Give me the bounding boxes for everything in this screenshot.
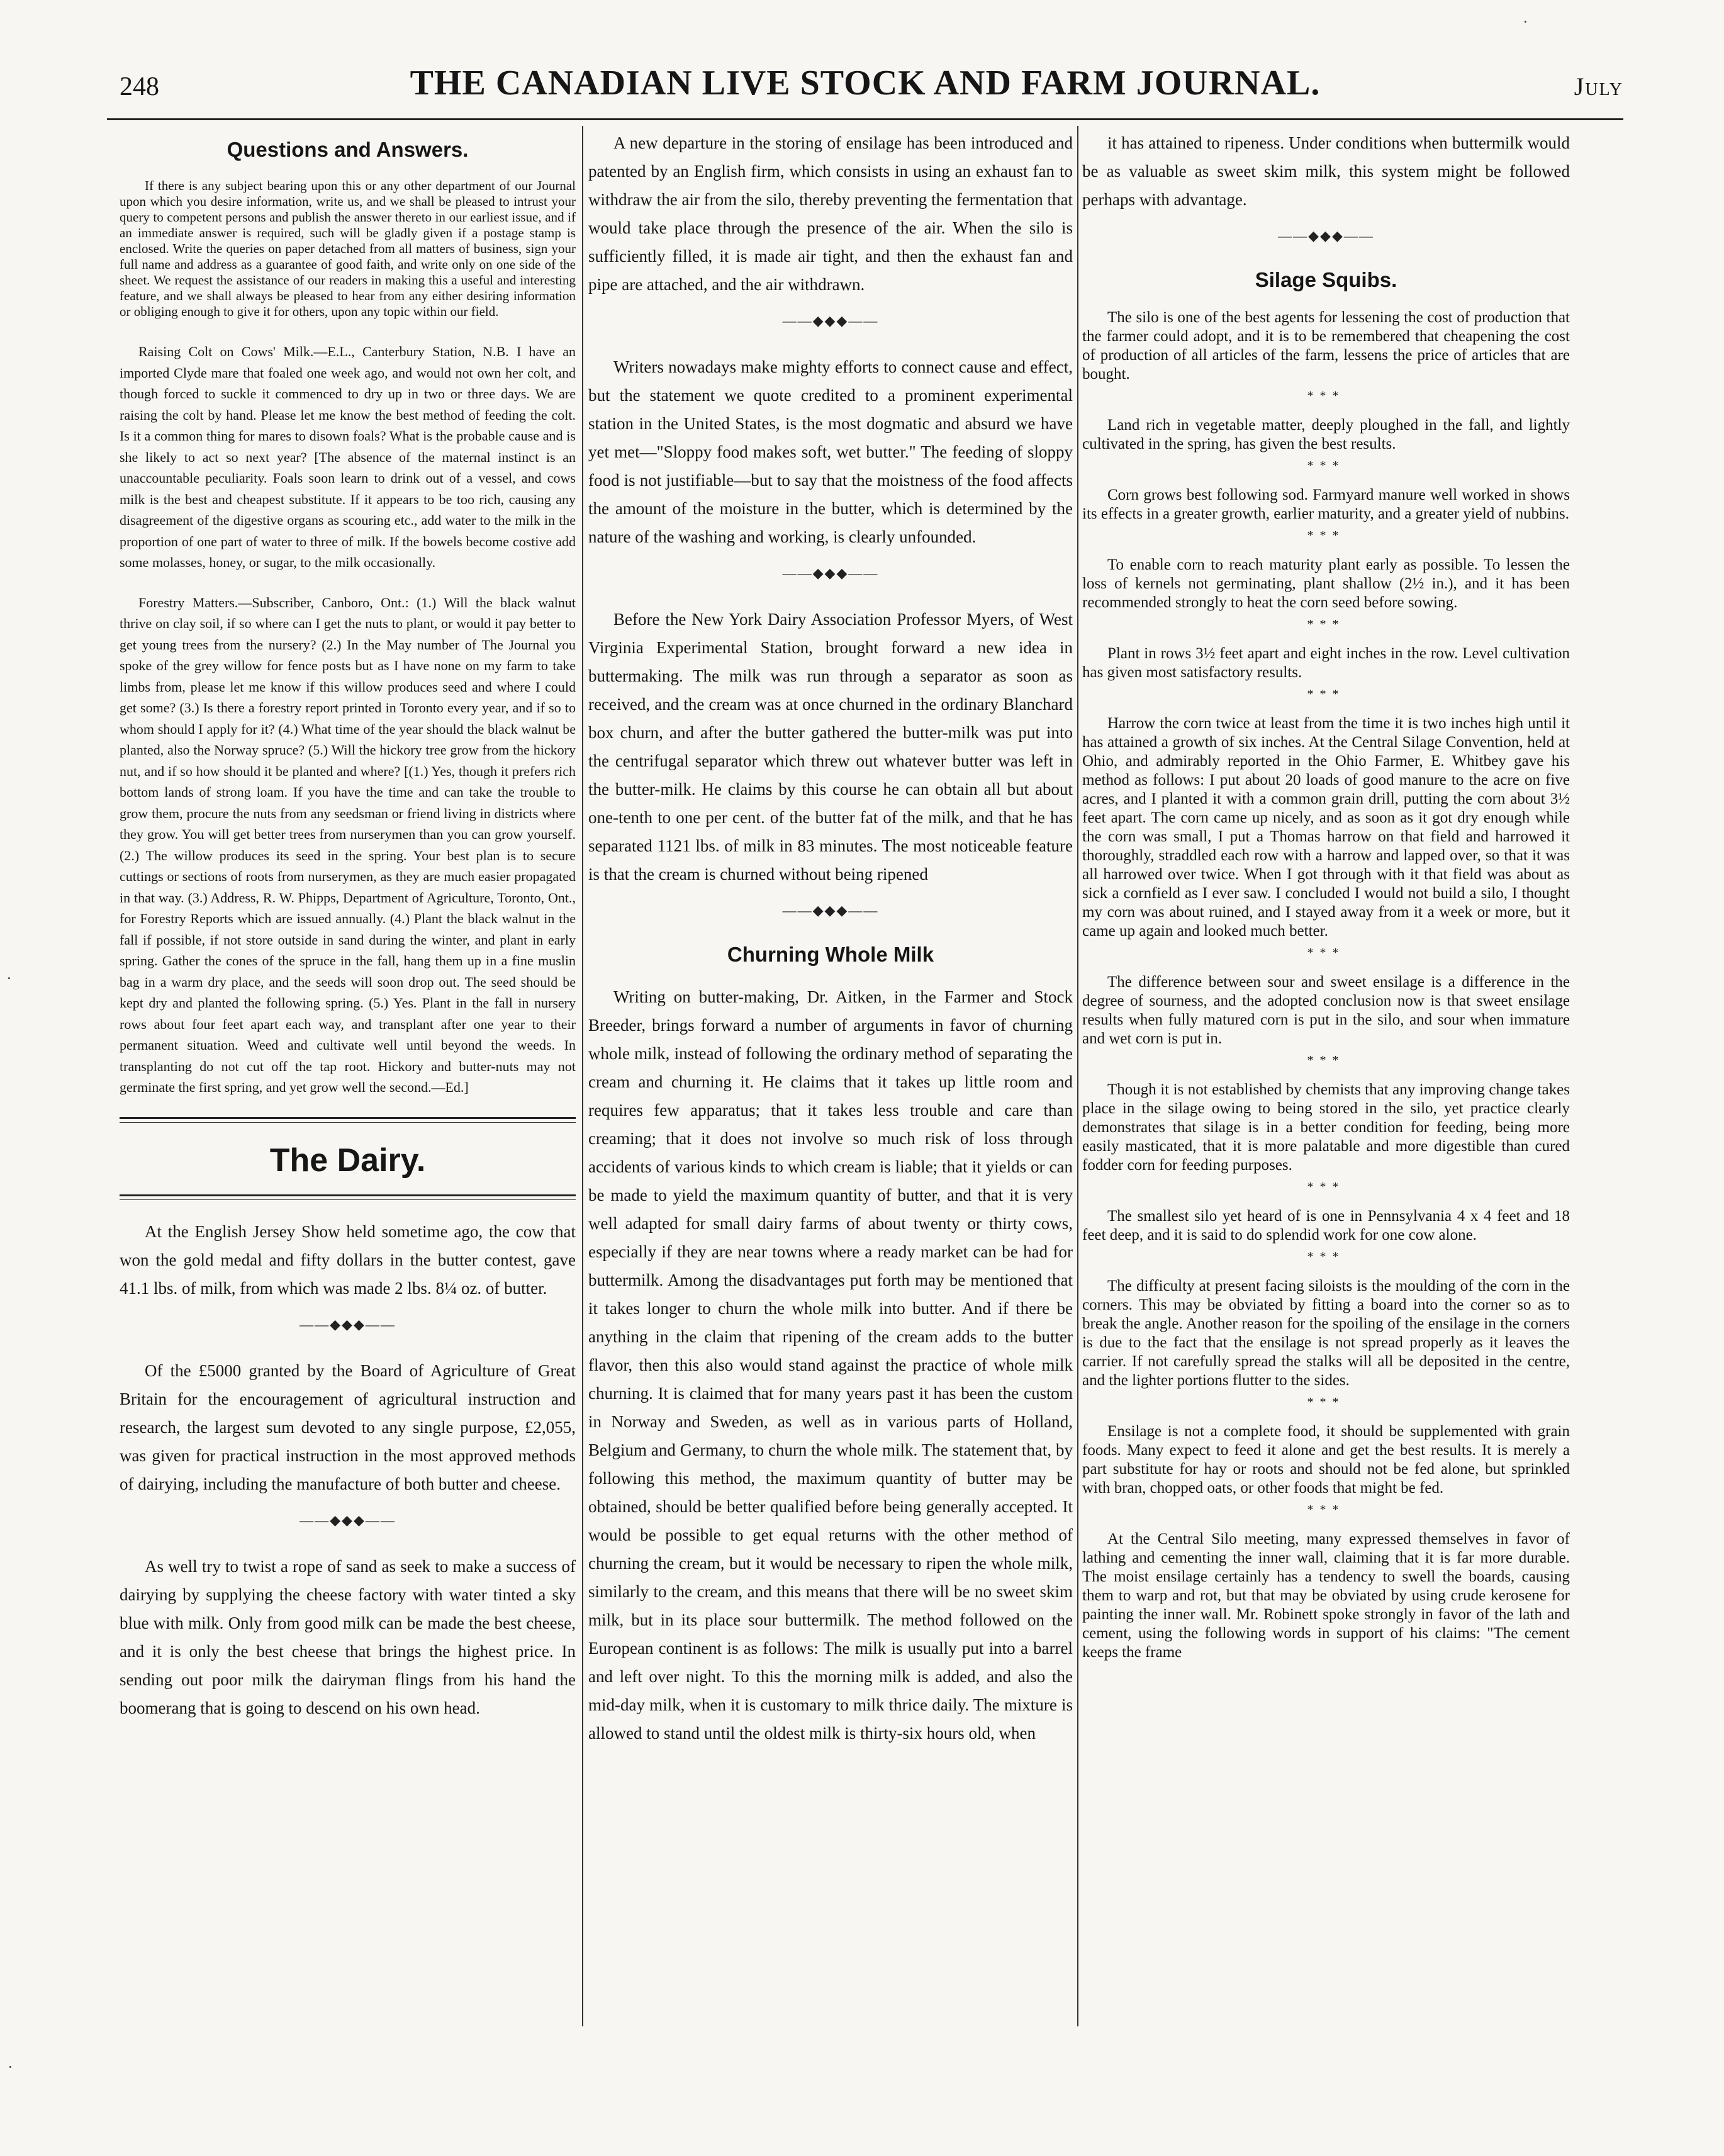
squib-item: Plant in rows 3½ feet apart and eight inches in the row. Level cultivation has given most satisfactory results. xyxy=(1082,645,1570,681)
star-divider: *** xyxy=(1307,1503,1345,1517)
section-rule-top xyxy=(120,1117,576,1123)
column-1 xyxy=(120,129,576,2048)
squib-item: The difference between sour and sweet ensilage is a difference in the degree of sourness, and the adopted conclusion now is that sweet ensilage results when fully matured corn is put in the silo, and sour when immature and wet corn is put in. xyxy=(1082,974,1570,1047)
squib-item: Corn grows best following sod. Farmyard manure well worked in shows its effects in a greater growth, earlier maturity, and a greater yield of nubbins. xyxy=(1082,486,1570,522)
squib-item: Though it is not established by chemists that any improving change takes place in the silage owing to being stored in the silo, yet practice clearly demonstrates that silage is in a better condition for feeding, being more easily masticated, that it is more palatable and more digestible than cured fodder corn for feeding purposes. xyxy=(1082,1081,1570,1174)
star-divider: *** xyxy=(1307,1395,1345,1409)
squib-item: Harrow the corn twice at least from the time it is two inches high until it has attained a growth of six inches. At the Central Silage Convention, held at Ohio, and admirably reported in the Ohio Farmer, E. Whitbey gave his method as follows: I put about 20 loads of good manure to the acre on five acres, and I planted it with a common grain drill, putting the corn about 3½ feet apart. The corn came up nicely, and as soon as it got dry enough while the corn was small, I put a Thomas harrow on that field and harrowed it thoroughly, straddled each row with a harrow and lapped over, so that it was all harrowed over twice. When I got through with it that field was about as sick a cornfield as I ever saw. I concluded I would not build a silo, I thought my corn was about ruined, and I stayed away from it a week or more, but it came up again and looked much better. xyxy=(1082,715,1570,940)
separator-ornament: ——◆◆◆—— xyxy=(1278,228,1374,244)
masthead xyxy=(107,63,1623,113)
journal-title: THE CANADIAN LIVE STOCK AND FARM JOURNAL. xyxy=(410,64,1321,103)
issue-month: July xyxy=(1574,72,1623,101)
column-divider-1 xyxy=(582,126,583,2026)
column-2 xyxy=(588,129,1073,2048)
ensilage-exhaust-fan: A new departure in the storing of ensilage has been introduced and patented by an English firm, which consists in using an exhaust fan to withdraw the air from the silo, thereby preventing the fermentation that would take place through the presence of the air. When the silo is sufficiently filled, it is made air tight, and then the exhaust fan and pipe are attached, and the air withdrawn. xyxy=(588,133,1073,294)
dairy-jersey-show: At the English Jersey Show held sometime ago, the cow that won the gold medal and fifty dollars in the butter contest, gave 41.1 lbs. of milk, from which was made 2 lbs. 8¼ oz. of butter. xyxy=(120,1221,576,1298)
page-number: 248 xyxy=(120,72,159,101)
separator-ornament: ——◆◆◆—— xyxy=(782,313,879,328)
star-divider: *** xyxy=(1307,459,1345,473)
questions-intro: If there is any subject bearing upon this or any other department of our Journal upon which you desire information, write us, and we shall be pleased to intrust your query to competent persons and publish the answer thereto in our earliest issue, and if an immediate answer is required, such will be gladly given if a postage stamp is enclosed. Write the queries on paper detached from all matters of business, sign your full name and address as a guarantee of good faith, and write only on one side of the sheet. We request the assistance of our readers in making this a useful and interesting feature, and we shall always be pleased to hear from any either desiring information or obliging enough to give it for others, upon any topic within our field. xyxy=(120,178,576,319)
scan-speck: · xyxy=(1523,13,1528,31)
squib-item: Land rich in vegetable matter, deeply ploughed in the fall, and lightly cultivated in the spring, has given the best results. xyxy=(1082,417,1570,452)
column-divider-2 xyxy=(1077,126,1078,2026)
scan-speck: · xyxy=(6,969,12,987)
squib-item: The difficulty at present facing siloists is the moulding of the corn in the corners. This may be obviated by fitting a board into the corner so as to break the angle. Another reason for the spoiling of the ensilage in the corners is due to the fact that the ensilage is not spread properly as it leaves the carrier. If not carefully spread the stalks will all be deposited in the centre, and the lighter portions flutter to the sides. xyxy=(1082,1277,1570,1389)
squib-item: Ensilage is not a complete food, it should be supplemented with grain foods. Many expect to feed it alone and get the best results. It is merely a part substitute for hay or roots and should not be fed alone, but sprinkled with bran, chopped oats, or other foods that might be fed. xyxy=(1082,1423,1570,1496)
star-divider: *** xyxy=(1307,617,1345,631)
squib-item: The silo is one of the best agents for lessening the cost of production that the farmer could adopt, and it is to be remembered that cheapening the cost of production of all articles of the farm, lessens the price of articles that are bought. xyxy=(1082,309,1570,383)
star-divider: *** xyxy=(1307,1180,1345,1194)
star-divider: *** xyxy=(1307,529,1345,542)
star-divider: *** xyxy=(1307,1250,1345,1264)
column-3 xyxy=(1082,129,1570,2048)
dairy-board-grant: Of the £5000 granted by the Board of Agriculture of Great Britain for the encouragement of agricultural instruction and research, the largest sum devoted to any single purpose, £2,055, was given for practical instruction in the most approved methods of dairying, including the manufacture of both butter and cheese. xyxy=(120,1361,576,1493)
squib-item: To enable corn to reach maturity plant early as possible. To lessen the loss of kernels not germinating, plant shallow (2½ in.), and it has been recommended strongly to heat the corn seed before sowing. xyxy=(1082,556,1570,611)
churning-whole-milk-article: Writing on butter-making, Dr. Aitken, in the Farmer and Stock Breeder, brings forward a number of arguments in favor of churning whole milk, instead of following the ordinary method of separating the cream and churning it. He claims that it takes up little room and requires few apparatus; that it takes less trouble and care than creaming; that it does not involve so much risk of loss through accidents of various kinds to which cream is liable; that it yields or can be made to yield the maximum quantity of butter, and that it is very well adapted for small dairy farms of about twenty or thirty cows, especially if they are near towns where a ready market can be had for buttermilk. Among the disadvantages put forth may be mentioned that it takes longer to churn the whole milk into butter. And if there be anything in the claim that ripening of the cream adds to the butter flavor, then this also would stand against the practice of whole milk churning. It is claimed that for many years past it has been the custom in Norway and Sweden, as well as in various parts of Holland, Belgium and Germany, to churn the whole milk. The statement that, by following this method, the maximum quantity of butter may be obtained, should be better qualified before being generally accepted. It would be possible to get equal returns with the other method of churning the cream, but it would be necessary to ripen the whole milk, similarly to the cream, and this means that there will be no sweet skim milk, but in its place sour buttermilk. The method followed on the European continent is as follows: The milk is usually put into a barrel and left over night. To this the morning milk is added, and also the mid-day milk, when it is customary to milk thrice daily. The mixture is allowed to stand until the oldest milk is thirty-six hours old, when xyxy=(588,987,1073,1743)
dairy-heading: The Dairy. xyxy=(269,1142,426,1179)
silage-heading: Silage Squibs. xyxy=(1255,268,1397,291)
star-divider: *** xyxy=(1307,687,1345,701)
questions-heading: Questions and Answers. xyxy=(227,138,469,161)
separator-ornament: ——◆◆◆—— xyxy=(299,1316,396,1332)
buttermaking-new-idea: Before the New York Dairy Association Professor Myers, of West Virginia Experimental Station, brought forward a new idea in buttermaking. The milk was run through a separator as soon as received, and the cream was at once churned in the ordinary Blanchard box churn, and after the butter gathered the butter-milk was put into the centrifugal separator which threw out whatever butter was left in the butter-milk. He claims by this course he can obtain all but about one-tenth to one per cent. of the butter fat of the milk, and that he has separated 1121 lbs. of milk in 83 minutes. The most noticeable feature is that the cream is churned without being ripened xyxy=(588,610,1073,884)
scan-speck: · xyxy=(8,2058,13,2076)
star-divider: *** xyxy=(1307,1053,1345,1067)
dairy-rope-of-sand: As well try to twist a rope of sand as seek to make a success of dairying by supplying the cheese factory with water tinted a sky blue with milk. Only from good milk can be made the best cheese, and it is only the best cheese that brings the highest price. In sending out poor milk the dairyman flings from his hand the boomerang that is going to descend on his own head. xyxy=(120,1556,576,1717)
sloppy-food: Writers nowadays make mighty efforts to connect cause and effect, but the statement we quote credited to a prominent experimental station in the United States, is the most dogmatic and absurd we have yet met—"Sloppy food makes soft, wet butter." The feeding of sloppy food is not justifiable—but to say that the moistness of the food affects the amount of the moisture in the butter, which is determined by the nature of the washing and working, is clearly unfounded. xyxy=(588,357,1073,546)
squib-item: The smallest silo yet heard of is one in Pennsylvania 4 x 4 feet and 18 feet deep, and it is said to do splendid work for one cow alone. xyxy=(1082,1208,1570,1244)
question-forestry: Forestry Matters.—Subscriber, Canboro, Ont.: (1.) Will the black walnut thrive on clay soil, if so where can I get the nuts to plant, or would it pay better to get young trees from the nursery? (2.) In the May number of The Journal you spoke of the grey willow for fence posts but as I have none on my farm to take limbs from, please let me know if this willow produces seed and where I could get some? (3.) Is there a forestry report printed in Toronto every year, and if so to whom should I apply for it? (4.) What time of the year should the black walnut be planted, also the Norway spruce? (5.) Will the hickory tree grow from the hickory nut, and if so how should it be planted and where? [(1.) Yes, though it prefers rich bottom lands of strong loam. If you have the time and can take the trouble to grow them, procure the nuts from any seedsman or friend living in districts where they grow. You will get better trees from nurserymen than you can grow yourself. (2.) The willow produces its seed in the spring. Your best plan is to secure cuttings or sections of roots from nurserymen, as they are much easier propagated in that way. (3.) Address, R. W. Phipps, Department of Agriculture, Toronto, Ont., for Forestry Reports which are issued annually. (4.) Plant the black walnut in the fall if possible, if not store outside in sand during the winter, and plant in early spring. Gather the cones of the spruce in the fall, hang them up in a fine muslin bag in a warm dry place, and the seeds will soon drop out. The seed should be kept dry and planted the following spring. (5.) Yes. Plant in the fall in nursery rows about four feet apart each way, and transplant after one year to their permanent situation. Weed and cultivate well until beyond the weeds. In transplanting do not cut off the tap root. Hickory and butter-nuts may not germinate the first spring, and yet grow well the second.—Ed.] xyxy=(120,594,576,1095)
question-colt: Raising Colt on Cows' Milk.—E.L., Canterbury Station, N.B. I have an imported Clyde mare that foaled one week ago, and would not own her colt, and though forced to suckle it commenced to dry up in two or three days. We are raising the colt by hand. Please let me know the best method of feeding the colt. Is it a common thing for mares to disown foals? What is the probable cause and is she likely to act so next year? [The absence of the maternal instinct is an unaccountable peculiarity. Foals soon learn to drink out of a vessel, and cows milk is the best and cheapest substitute. If it appears to be too rich, causing any disagreement of the digestive organs as scouring etc., add water to the milk in the proportion of one part of water to three of milk. If the bowels become costive add some molasses, honey, or sugar, to the milk occasionally. xyxy=(120,344,576,570)
star-divider: *** xyxy=(1307,389,1345,403)
silage-squibs-list xyxy=(1082,308,1570,1662)
separator-ornament: ——◆◆◆—— xyxy=(782,565,879,581)
separator-ornament: ——◆◆◆—— xyxy=(299,1512,396,1528)
churning-continued: it has attained to ripeness. Under conditions when buttermilk would be as valuable as sweet skim milk, this system might be followed perhaps with advantage. xyxy=(1082,133,1570,209)
squib-item: At the Central Silo meeting, many expressed themselves in favor of lathing and cementing the inner wall, claiming that it is far more durable. The moist ensilage certainly has a tendency to swell the boards, causing them to warp and rot, but that may be obviated by using crude kerosene for painting the inner wall. Mr. Robinett spoke strongly in favor of the lath and cement, using the following words in support of his claims: "The cement keeps the frame xyxy=(1082,1530,1570,1661)
section-rule-bottom xyxy=(120,1194,576,1200)
separator-ornament: ——◆◆◆—— xyxy=(782,902,879,918)
star-divider: *** xyxy=(1307,946,1345,960)
masthead-rule xyxy=(107,118,1623,120)
churning-heading: Churning Whole Milk xyxy=(727,943,934,966)
